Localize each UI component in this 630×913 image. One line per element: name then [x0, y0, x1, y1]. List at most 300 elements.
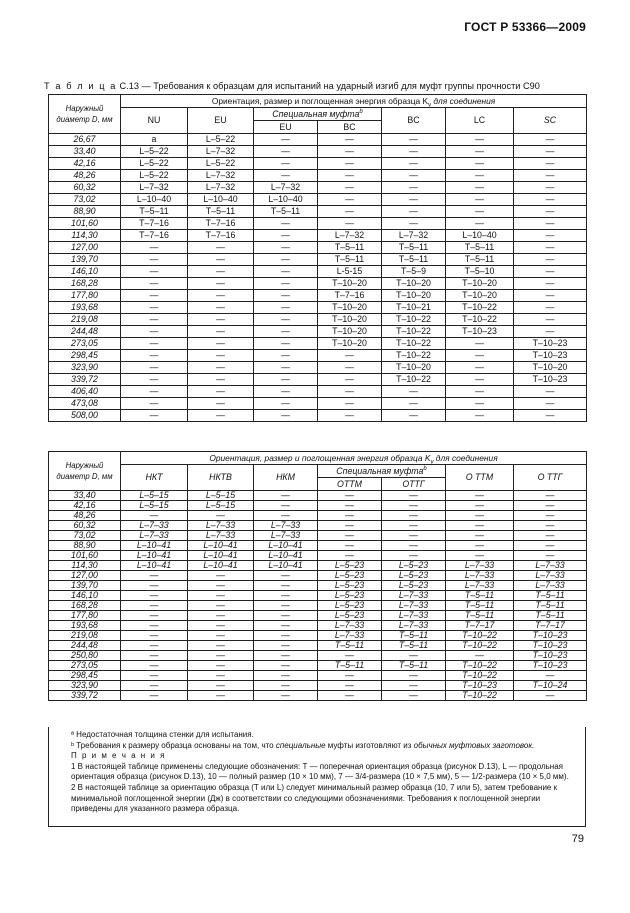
- diameter-cell: 146,10: [49, 266, 121, 278]
- spec-cell: L–10–41: [121, 541, 188, 551]
- spec-cell: —: [446, 350, 514, 362]
- impact-table-2: [48, 451, 587, 701]
- spec-cell: —: [254, 501, 318, 511]
- spec-cell: —: [121, 611, 188, 621]
- diameter-cell: 244,48: [49, 326, 121, 338]
- spec-cell: T–10–20: [318, 278, 382, 290]
- table-row: [49, 611, 587, 621]
- spec-cell: —: [121, 581, 188, 591]
- spec-cell: —: [121, 254, 188, 266]
- table-row: [49, 661, 587, 671]
- spec-cell: —: [188, 691, 254, 701]
- spec-cell: —: [188, 326, 254, 338]
- table-row: [49, 571, 587, 581]
- table-row: [49, 146, 587, 158]
- table-row: [49, 581, 587, 591]
- diameter-cell: 323,90: [49, 362, 121, 374]
- spec-cell: —: [446, 206, 514, 218]
- diameter-cell: 168,28: [49, 601, 121, 611]
- spec-cell: T–10–22: [446, 302, 514, 314]
- spec-cell: L–7–33: [382, 611, 446, 621]
- table-row: [49, 182, 587, 194]
- spec-cell: —: [382, 671, 446, 681]
- spec-cell: —: [382, 681, 446, 691]
- spec-cell: —: [318, 218, 382, 230]
- diameter-cell: 473,08: [49, 398, 121, 410]
- diameter-cell: 139,70: [49, 254, 121, 266]
- table-row: [49, 362, 587, 374]
- table-row: [49, 290, 587, 302]
- spec-cell: —: [121, 338, 188, 350]
- spec-cell: —: [382, 194, 446, 206]
- table-row: [49, 631, 587, 641]
- diameter-cell: 73,02: [49, 531, 121, 541]
- diameter-cell: 48,26: [49, 511, 121, 521]
- spec-cell: —: [382, 134, 446, 146]
- spec-cell: L–5–23: [318, 571, 382, 581]
- spec-cell: —: [121, 266, 188, 278]
- spec-cell: —: [188, 611, 254, 621]
- table-row: [49, 601, 587, 611]
- spec-cell: L–7–32: [382, 230, 446, 242]
- spec-cell: —: [514, 541, 587, 551]
- spec-cell: —: [188, 651, 254, 661]
- spec-cell: L–10–41: [188, 551, 254, 561]
- diameter-cell: 60,32: [49, 182, 121, 194]
- spec-cell: —: [318, 681, 382, 691]
- spec-cell: T–10–20: [382, 278, 446, 290]
- table-caption: [44, 81, 604, 92]
- spec-cell: T–5–11: [446, 254, 514, 266]
- diameter-cell: 298,45: [49, 350, 121, 362]
- spec-cell: T–10–23: [514, 338, 587, 350]
- table-row: [49, 374, 587, 386]
- spec-cell: —: [382, 218, 446, 230]
- spec-cell: —: [382, 501, 446, 511]
- spec-cell: —: [254, 691, 318, 701]
- spec-cell: T–10–22: [446, 631, 514, 641]
- spec-cell: T–7–16: [188, 218, 254, 230]
- spec-cell: —: [446, 410, 514, 422]
- spec-cell: —: [254, 338, 318, 350]
- diameter-cell: 114,30: [49, 230, 121, 242]
- spec-cell: L–7–33: [382, 601, 446, 611]
- col-nktv: НКТВ: [188, 465, 254, 491]
- spec-cell: T–10–22: [382, 314, 446, 326]
- spec-cell: —: [382, 491, 446, 501]
- spec-cell: —: [121, 290, 188, 302]
- diameter-cell: 139,70: [49, 581, 121, 591]
- spec-cell: —: [188, 350, 254, 362]
- spec-cell: T–10–23: [514, 350, 587, 362]
- spec-cell: —: [514, 501, 587, 511]
- spec-cell: —: [514, 170, 587, 182]
- spec-cell: —: [446, 398, 514, 410]
- diameter-cell: 177,80: [49, 611, 121, 621]
- spec-cell: T–10–22: [446, 691, 514, 701]
- table-row: [49, 170, 587, 182]
- caption-lead: Т а б л и ц а: [44, 81, 117, 91]
- diameter-cell: 339,72: [49, 691, 121, 701]
- spec-cell: L–7–33: [121, 521, 188, 531]
- table-row: [49, 350, 587, 362]
- spec-cell: T–5–11: [382, 254, 446, 266]
- spec-cell: —: [514, 326, 587, 338]
- spec-cell: L–10–41: [254, 551, 318, 561]
- spec-cell: —: [446, 218, 514, 230]
- diameter-cell: 193,68: [49, 621, 121, 631]
- table-row: [49, 551, 587, 561]
- spec-cell: —: [318, 350, 382, 362]
- table-row: [49, 531, 587, 541]
- spec-cell: —: [514, 386, 587, 398]
- spec-cell: T–5–11: [318, 242, 382, 254]
- spec-cell: —: [254, 641, 318, 651]
- spec-cell: —: [121, 302, 188, 314]
- spec-cell: —: [254, 386, 318, 398]
- special-coupling-header-2: Специальная муфта$^b$: [318, 465, 446, 478]
- spec-cell: L–5–22: [121, 170, 188, 182]
- spec-cell: —: [514, 242, 587, 254]
- spec-cell: T–10–20: [382, 362, 446, 374]
- spec-cell: L–5–23: [318, 561, 382, 571]
- table-row: [49, 242, 587, 254]
- spec-cell: —: [254, 290, 318, 302]
- spec-cell: —: [254, 651, 318, 661]
- spec-cell: T–10–22: [382, 326, 446, 338]
- spec-cell: L–5–22: [188, 134, 254, 146]
- spec-cell: T–5–11: [188, 206, 254, 218]
- spec-cell: —: [318, 386, 382, 398]
- col-nkm: НКМ: [254, 465, 318, 491]
- table-row: [49, 326, 587, 338]
- col-nu: NU: [121, 108, 188, 134]
- spec-cell: T–5–11: [514, 601, 587, 611]
- spec-cell: T–10–22: [446, 671, 514, 681]
- spec-cell: L–5–23: [318, 601, 382, 611]
- spec-cell: —: [318, 651, 382, 661]
- spec-cell: —: [121, 641, 188, 651]
- spec-cell: L–5–15: [121, 501, 188, 511]
- spec-cell: T–7–17: [514, 621, 587, 631]
- table-row: [49, 134, 587, 146]
- spec-cell: T–5–11: [318, 254, 382, 266]
- spec-cell: —: [514, 302, 587, 314]
- spec-cell: T–10–22: [382, 374, 446, 386]
- table-row: [49, 521, 587, 531]
- spec-cell: —: [188, 338, 254, 350]
- spec-cell: —: [254, 621, 318, 631]
- table-row: [49, 338, 587, 350]
- spec-cell: —: [121, 410, 188, 422]
- spec-cell: L–10–40: [188, 194, 254, 206]
- spec-cell: —: [514, 531, 587, 541]
- spec-cell: T–7–16: [318, 290, 382, 302]
- spec-cell: L–10–41: [121, 551, 188, 561]
- spec-cell: —: [382, 170, 446, 182]
- spec-cell: —: [254, 230, 318, 242]
- col-special-ottm: ОТТМ: [318, 478, 382, 491]
- col-nkt: НКТ: [121, 465, 188, 491]
- col-ottm: О ТТМ: [446, 465, 514, 491]
- table-row: [49, 591, 587, 601]
- table-row: [49, 511, 587, 521]
- spec-cell: —: [514, 278, 587, 290]
- spec-cell: —: [514, 691, 587, 701]
- spec-cell: —: [514, 410, 587, 422]
- spec-cell: L–5–15: [188, 491, 254, 501]
- spec-cell: —: [254, 158, 318, 170]
- spec-cell: —: [446, 134, 514, 146]
- spec-cell: —: [318, 521, 382, 531]
- spec-cell: L–7–33: [446, 571, 514, 581]
- caption-text: С.13 — Требования к образцам для испытаний на ударный изгиб для муфт группы прочности С90: [116, 81, 540, 91]
- spec-cell: T–5–11: [121, 206, 188, 218]
- spec-cell: —: [254, 146, 318, 158]
- spec-cell: —: [446, 651, 514, 661]
- table-row: [49, 230, 587, 242]
- spec-cell: —: [318, 531, 382, 541]
- spec-cell: —: [382, 541, 446, 551]
- spec-cell: —: [318, 551, 382, 561]
- col-sc: SC: [514, 108, 587, 134]
- spec-cell: L–7–33: [446, 561, 514, 571]
- spec-cell: —: [318, 398, 382, 410]
- spec-cell: —: [188, 621, 254, 631]
- spec-cell: —: [446, 491, 514, 501]
- spec-cell: —: [188, 302, 254, 314]
- spec-cell: —: [514, 521, 587, 531]
- spec-cell: —: [446, 511, 514, 521]
- spec-cell: T–5–11: [382, 631, 446, 641]
- diameter-cell: 73,02: [49, 194, 121, 206]
- diameter-cell: 88,90: [49, 206, 121, 218]
- spec-cell: L–5–15: [121, 491, 188, 501]
- col-lc: LC: [446, 108, 514, 134]
- spec-cell: —: [382, 691, 446, 701]
- spec-cell: L–5–23: [382, 561, 446, 571]
- spec-cell: —: [514, 158, 587, 170]
- table-row: [49, 194, 587, 206]
- table-row: [49, 561, 587, 571]
- spec-cell: —: [514, 230, 587, 242]
- spec-cell: —: [121, 671, 188, 681]
- spec-cell: —: [121, 386, 188, 398]
- diameter-cell: 114,30: [49, 561, 121, 571]
- spec-cell: —: [318, 362, 382, 374]
- spec-cell: T–5–11: [318, 661, 382, 671]
- table-row: [49, 621, 587, 631]
- spec-cell: T–7–16: [121, 230, 188, 242]
- diameter-cell: 60,32: [49, 521, 121, 531]
- spec-cell: T–5–11: [382, 242, 446, 254]
- spec-cell: —: [446, 362, 514, 374]
- spec-cell: L–10–40: [121, 194, 188, 206]
- spec-cell: —: [254, 170, 318, 182]
- spec-cell: T–5–11: [446, 242, 514, 254]
- spec-cell: —: [514, 146, 587, 158]
- spec-cell: —: [254, 491, 318, 501]
- spec-cell: L–5–22: [121, 146, 188, 158]
- table-row: [49, 206, 587, 218]
- spec-cell: L–7–33: [188, 531, 254, 541]
- page-number: 79: [571, 833, 584, 845]
- spec-cell: —: [188, 314, 254, 326]
- spec-cell: —: [318, 194, 382, 206]
- spec-cell: —: [514, 218, 587, 230]
- spec-cell: T–5–11: [382, 641, 446, 651]
- spec-cell: —: [121, 571, 188, 581]
- diameter-cell: 127,00: [49, 571, 121, 581]
- table-row: [49, 681, 587, 691]
- spec-cell: L–5–23: [382, 581, 446, 591]
- spec-cell: —: [514, 290, 587, 302]
- spec-cell: T–10–20: [318, 314, 382, 326]
- spec-cell: —: [254, 671, 318, 681]
- spec-cell: —: [318, 491, 382, 501]
- diameter-cell: 323,90: [49, 681, 121, 691]
- spec-cell: —: [318, 146, 382, 158]
- spec-cell: —: [188, 386, 254, 398]
- spec-cell: L–7–33: [188, 521, 254, 531]
- diameter-cell: 42,16: [49, 158, 121, 170]
- spec-cell: L–7–33: [446, 581, 514, 591]
- diameter-cell: 33,40: [49, 146, 121, 158]
- spec-cell: —: [121, 326, 188, 338]
- spec-cell: —: [188, 571, 254, 581]
- spec-cell: T–5–9: [382, 266, 446, 278]
- spec-cell: L–7–33: [514, 561, 587, 571]
- spec-cell: —: [121, 661, 188, 671]
- spec-cell: L–5–23: [318, 581, 382, 591]
- spec-cell: —: [446, 146, 514, 158]
- spec-cell: T–10–20: [318, 302, 382, 314]
- spec-cell: —: [382, 158, 446, 170]
- spec-cell: T–10–20: [446, 290, 514, 302]
- spec-cell: —: [382, 206, 446, 218]
- spec-cell: —: [382, 398, 446, 410]
- spec-cell: —: [188, 254, 254, 266]
- spec-cell: —: [318, 134, 382, 146]
- spec-cell: L–5–22: [121, 158, 188, 170]
- diameter-cell: 127,00: [49, 242, 121, 254]
- diameter-cell: 48,26: [49, 170, 121, 182]
- spec-cell: —: [254, 266, 318, 278]
- spec-cell: L–7–32: [188, 182, 254, 194]
- spec-cell: —: [382, 651, 446, 661]
- spec-cell: —: [254, 374, 318, 386]
- spec-cell: L–10–40: [254, 194, 318, 206]
- spec-cell: —: [382, 531, 446, 541]
- diameter-cell: 146,10: [49, 591, 121, 601]
- spec-cell: a: [121, 134, 188, 146]
- spec-cell: L–7–33: [514, 571, 587, 581]
- spec-cell: —: [318, 182, 382, 194]
- spec-cell: T–10–23: [514, 651, 587, 661]
- spec-cell: —: [318, 541, 382, 551]
- spec-cell: —: [254, 661, 318, 671]
- table-row: [49, 218, 587, 230]
- spec-cell: —: [514, 194, 587, 206]
- spec-cell: —: [514, 182, 587, 194]
- spec-cell: T–10–23: [514, 661, 587, 671]
- spec-cell: —: [318, 511, 382, 521]
- spec-cell: —: [382, 410, 446, 422]
- diameter-cell: 101,60: [49, 218, 121, 230]
- special-coupling-header: Специальная муфта$^b$: [254, 108, 382, 121]
- spec-cell: —: [121, 511, 188, 521]
- diameter-cell: 406,40: [49, 386, 121, 398]
- spec-cell: —: [446, 170, 514, 182]
- spec-cell: —: [188, 362, 254, 374]
- spec-cell: —: [121, 621, 188, 631]
- spec-cell: L–10–40: [446, 230, 514, 242]
- spec-cell: —: [188, 511, 254, 521]
- spec-cell: —: [318, 671, 382, 681]
- table-row: [49, 254, 587, 266]
- spec-cell: —: [254, 326, 318, 338]
- diameter-cell: 244,48: [49, 641, 121, 651]
- table-row: [49, 302, 587, 314]
- spec-cell: —: [318, 691, 382, 701]
- spec-cell: —: [318, 158, 382, 170]
- spec-cell: —: [514, 398, 587, 410]
- table-row: [49, 651, 587, 661]
- diameter-cell: 168,28: [49, 278, 121, 290]
- spec-cell: —: [514, 671, 587, 681]
- spec-cell: T–5–11: [318, 641, 382, 651]
- spec-cell: —: [318, 206, 382, 218]
- spec-cell: —: [254, 571, 318, 581]
- table-row: [49, 671, 587, 681]
- spec-cell: L–7–32: [318, 230, 382, 242]
- table-row: [49, 398, 587, 410]
- spec-cell: T–10–22: [446, 661, 514, 671]
- diameter-cell: 219,08: [49, 631, 121, 641]
- spec-cell: T–10–20: [382, 290, 446, 302]
- diameter-cell: 88,90: [49, 541, 121, 551]
- spec-cell: —: [254, 681, 318, 691]
- spec-cell: L–10–41: [188, 541, 254, 551]
- spec-cell: —: [121, 681, 188, 691]
- spec-cell: —: [514, 314, 587, 326]
- diameter-header-2: Наружный диаметр D, мм: [49, 452, 121, 491]
- col-eu: EU: [188, 108, 254, 134]
- spec-cell: T–10–20: [318, 338, 382, 350]
- spec-cell: —: [254, 242, 318, 254]
- spec-cell: L–7–33: [382, 591, 446, 601]
- spec-cell: —: [254, 601, 318, 611]
- spec-cell: L–7–33: [254, 531, 318, 541]
- spec-cell: T–7–17: [446, 621, 514, 631]
- spec-cell: —: [188, 591, 254, 601]
- spec-cell: —: [446, 374, 514, 386]
- spec-cell: —: [382, 182, 446, 194]
- spec-cell: L–5–23: [318, 611, 382, 621]
- spec-cell: —: [121, 362, 188, 374]
- spec-cell: —: [446, 338, 514, 350]
- spec-cell: T–10–22: [446, 314, 514, 326]
- spec-cell: T–5–10: [446, 266, 514, 278]
- diameter-cell: 26,67: [49, 134, 121, 146]
- spec-cell: —: [188, 290, 254, 302]
- col-special-eu: EU: [254, 121, 318, 134]
- spec-cell: —: [446, 386, 514, 398]
- spec-cell: —: [514, 254, 587, 266]
- table-row: [49, 541, 587, 551]
- spec-cell: —: [188, 671, 254, 681]
- spec-cell: L–10–41: [254, 541, 318, 551]
